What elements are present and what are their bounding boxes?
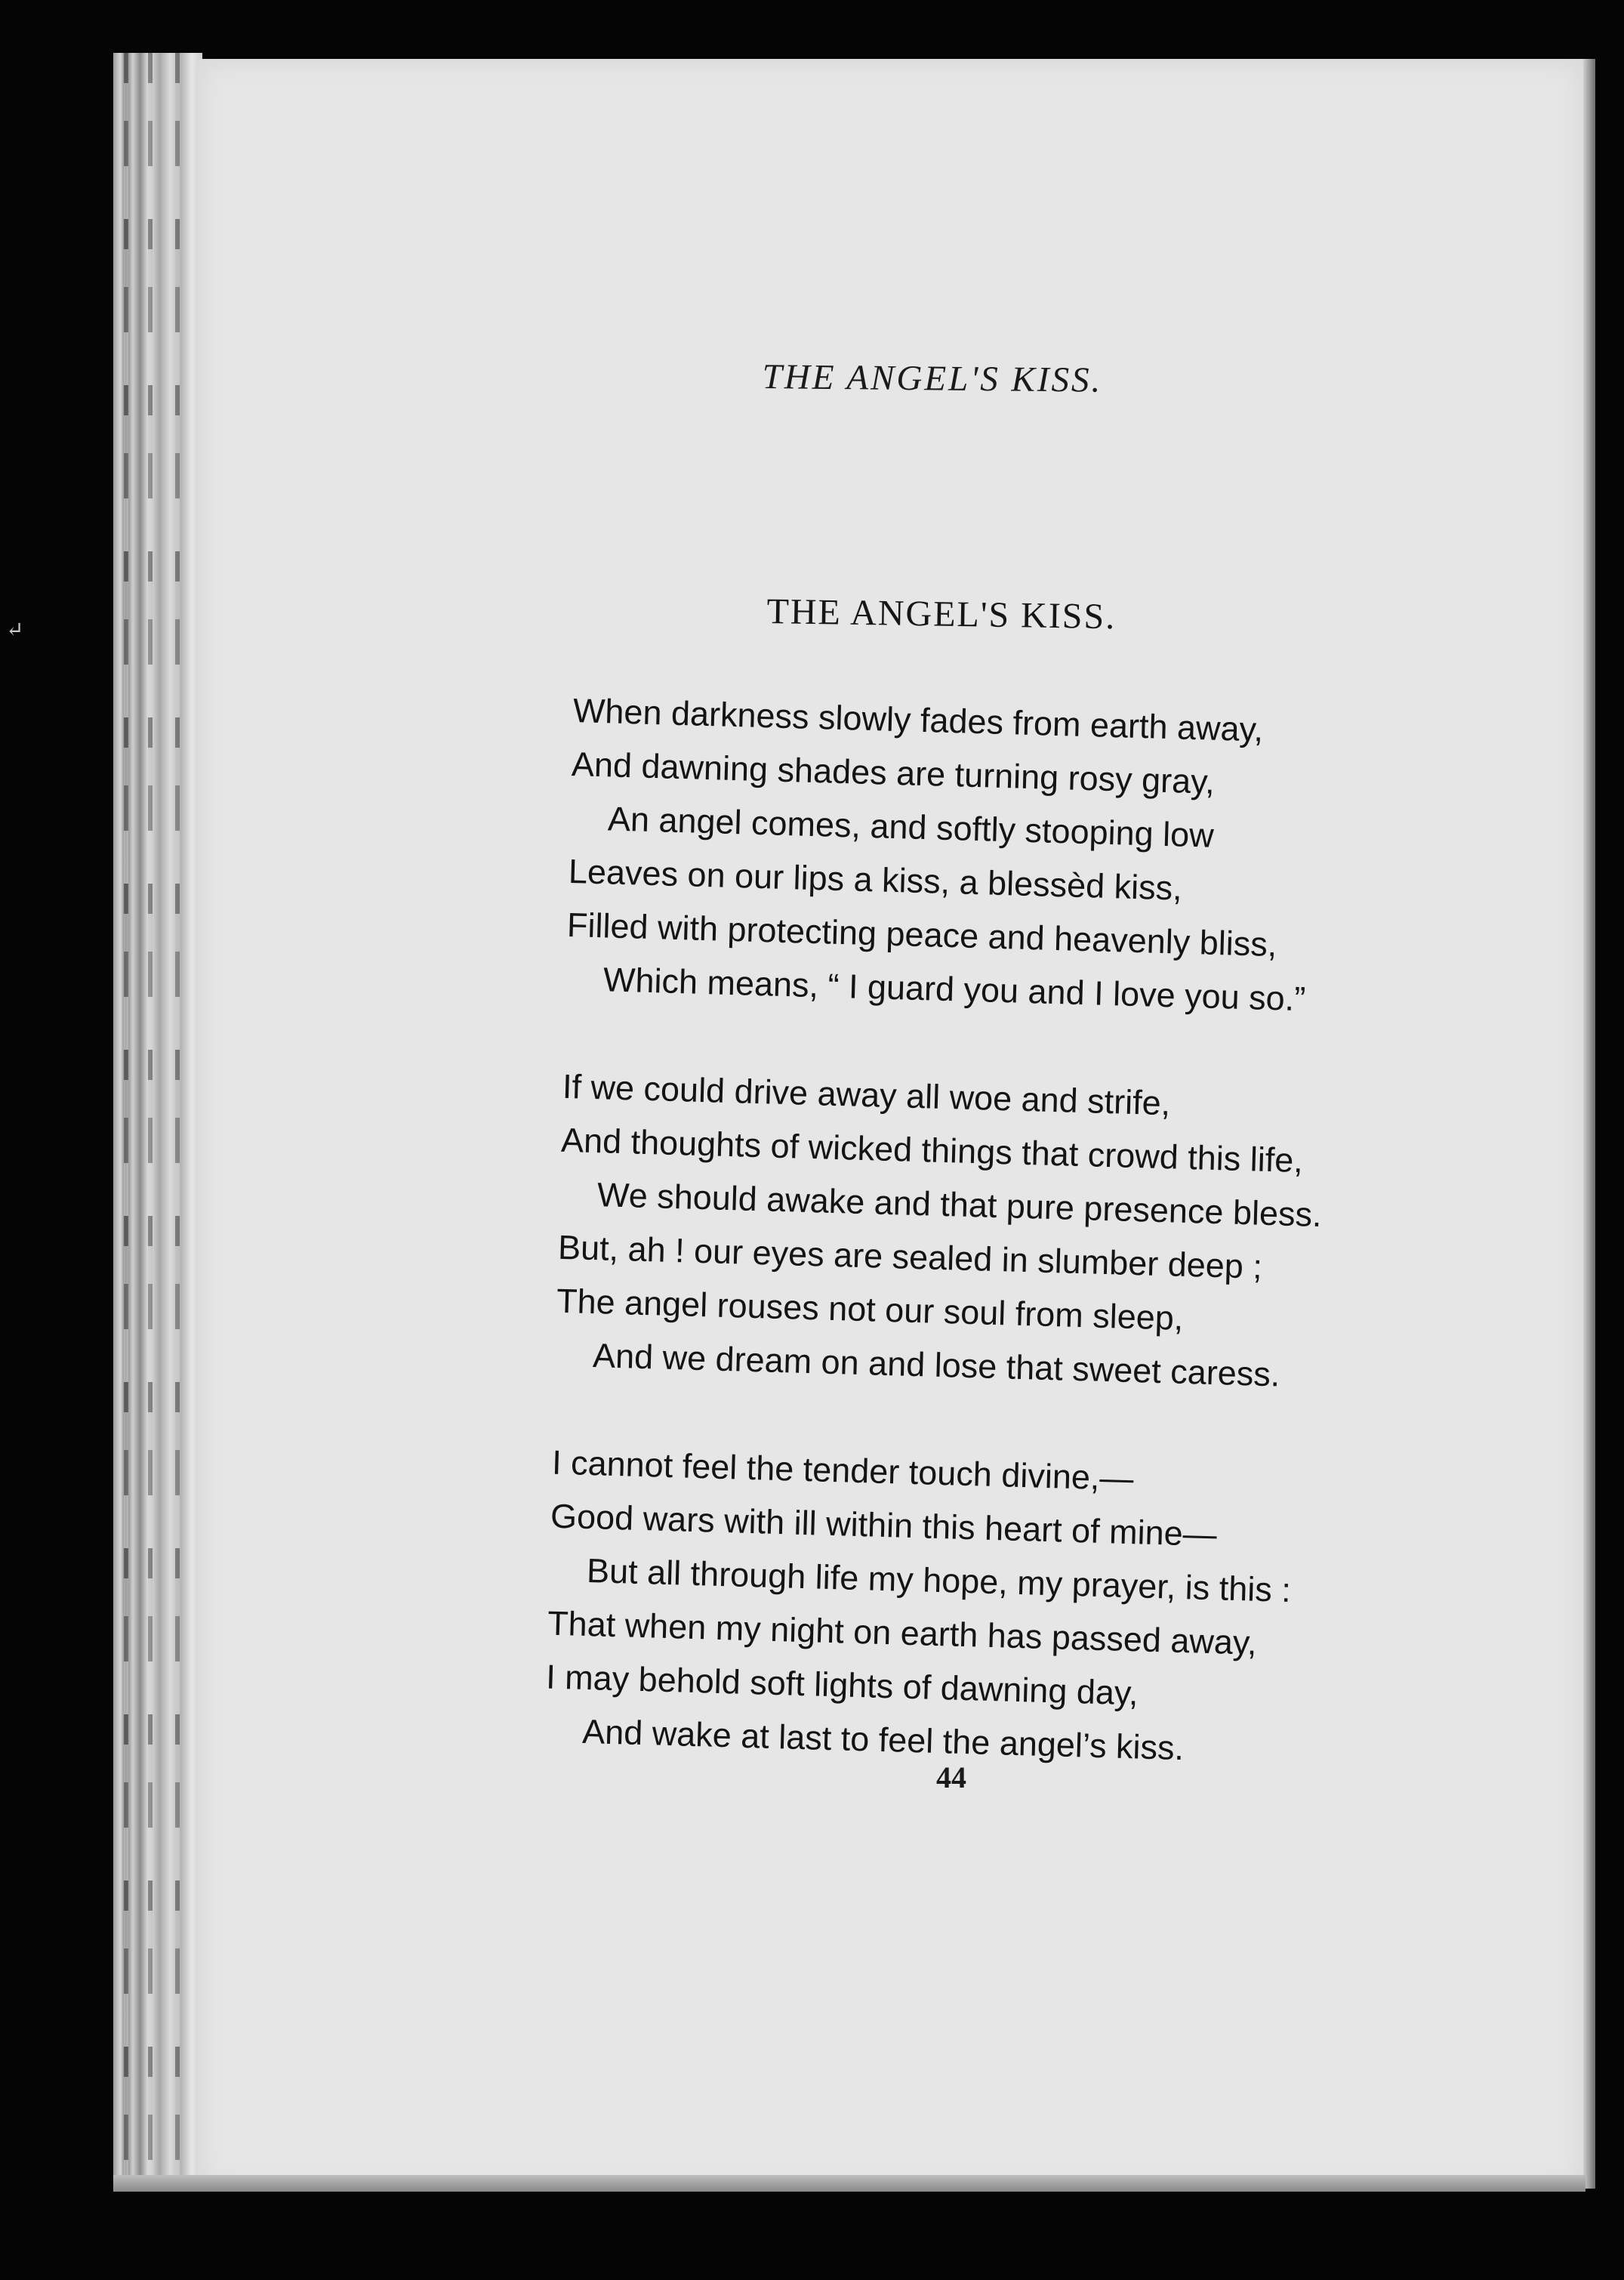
poem-line: Filled with protecting peace and heavenly bliss, <box>566 905 1277 964</box>
page-bottom-edge <box>113 2175 1585 2192</box>
poem-line: That when my night on earth has passed away, <box>547 1603 1258 1662</box>
gutter-streak <box>124 53 128 2190</box>
poem-body <box>542 683 1441 1836</box>
poem-line: And we dream on and lose that sweet caress. <box>592 1336 1281 1394</box>
poem-line: But, ah ! our eyes are sealed in slumber deep ; <box>557 1227 1263 1286</box>
poem-line: An angel comes, and softly stooping low <box>607 799 1215 855</box>
poem-line: I may behold soft lights of dawning day, <box>545 1657 1139 1713</box>
stanza-2 <box>554 1060 1431 1405</box>
running-head: THE ANGEL'S KISS. <box>762 356 1103 400</box>
poem-line: The angel rouses not our soul from sleep, <box>556 1281 1185 1337</box>
poem-line: Leaves on our lips a kiss, a blessèd kiss, <box>568 851 1183 908</box>
poem-line: We should awake and that pure presence bless. <box>596 1175 1323 1234</box>
poem-line: I cannot feel the tender touch divine,— <box>551 1442 1135 1498</box>
stanza-3 <box>544 1436 1420 1782</box>
poem-line: Good wars with ill within this heart of mine— <box>550 1496 1218 1554</box>
poem-title: THE ANGEL'S KISS. <box>766 591 1117 637</box>
book-gutter <box>113 53 202 2190</box>
page-number: 44 <box>936 1760 966 1794</box>
poem-line: And wake at last to feel the angel’s kiss. <box>581 1711 1185 1768</box>
poem-line: And thoughts of wicked things that crowd this life, <box>560 1120 1304 1180</box>
poem-line: If we could drive away all woe and strife, <box>562 1066 1171 1123</box>
poem-line: But all through life my hope, my prayer, is this : <box>586 1550 1292 1609</box>
gutter-streak <box>175 53 180 2190</box>
margin-artifact-icon: ↵ <box>6 619 24 642</box>
poem-line: Which means, “ I guard you and I love you so.” <box>602 960 1306 1019</box>
page-right-edge <box>1583 59 1595 2189</box>
stanza-1 <box>565 683 1441 1029</box>
poem-line: And dawning shades are turning rosy gray, <box>571 744 1216 801</box>
poem-line: When darkness slowly fades from earth away, <box>572 690 1264 749</box>
gutter-streak <box>148 53 153 2190</box>
